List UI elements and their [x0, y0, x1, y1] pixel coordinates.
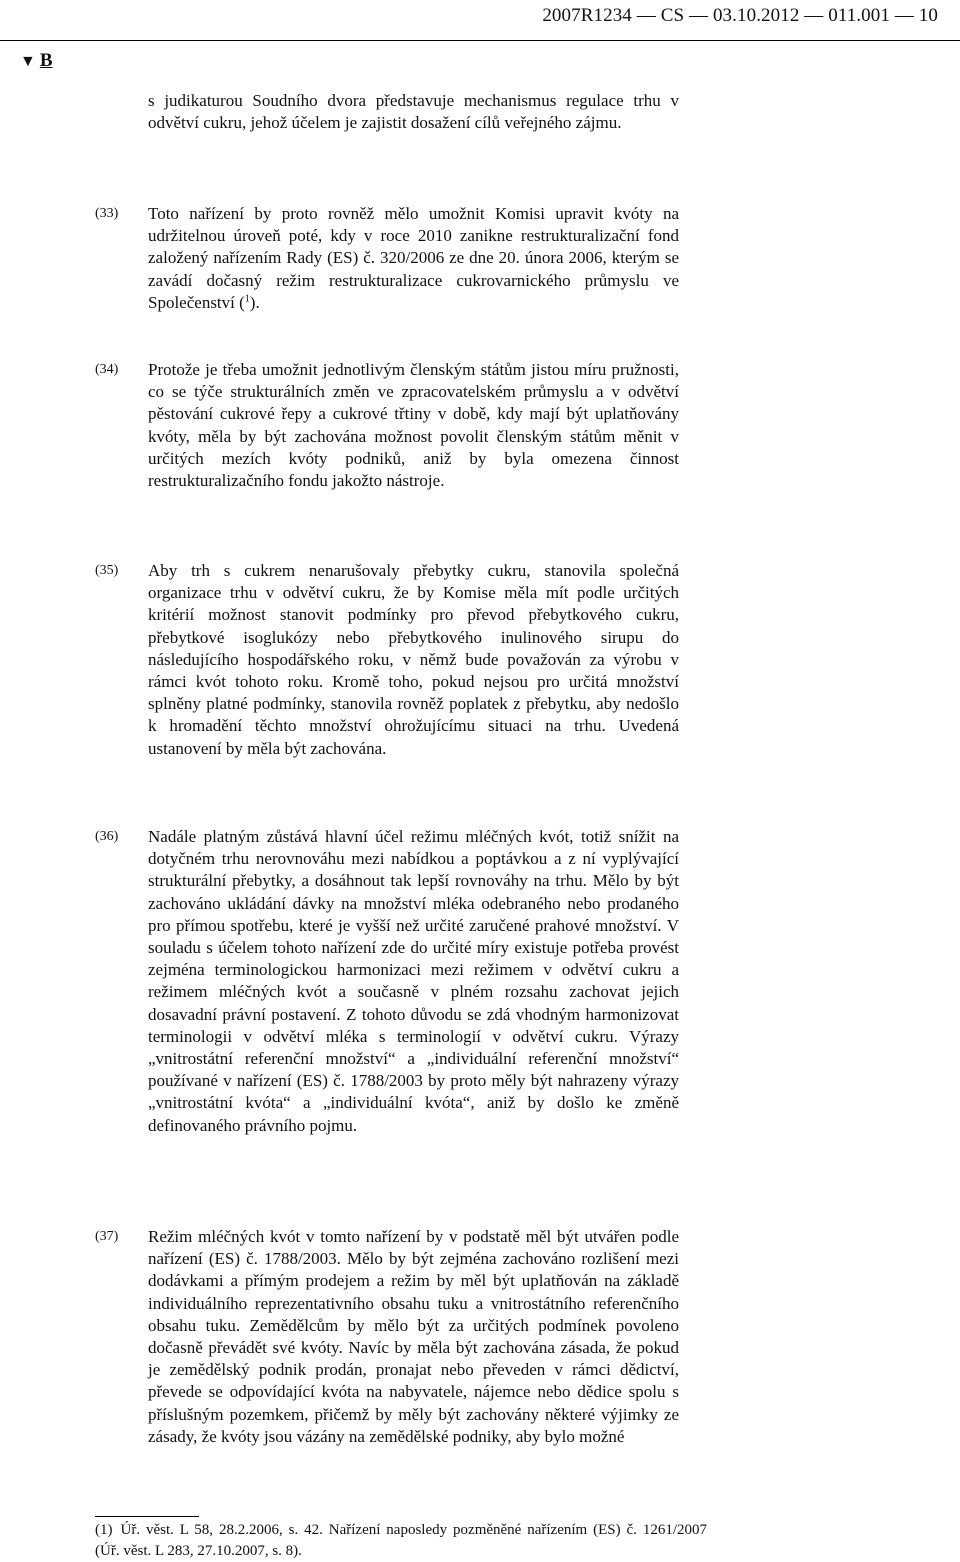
recital-number: (35)	[95, 563, 119, 578]
footnote	[95, 1520, 707, 1562]
footnote-mark: (1)	[95, 1522, 113, 1538]
triangle-down-icon: ▼	[20, 53, 36, 70]
recital-text: Aby trh s cukrem nenarušovaly přebytky cukru, stanovila společná organizace trhu v odvětví cukru, že by Komise měla mít podle určitých kritérií možnost stanovit podmínky pro převod přebytkového cukru, přebytkové isoglukózy nebo přebytkového inulinového sirupu do následujícího hospodářského roku, v němž bude považován za výrobu v rámci kvót tohoto roku. Kromě toho, pokud nejsou pro určitá množství splněny platné podmínky, stanovila rovněž poplatek z přebytku, aby nedošlo k hromadění těchto množství ohrožujícímu situaci na trhu. Uvedená ustanovení by měla být zachována.	[148, 561, 679, 758]
page-header	[0, 0, 960, 41]
recital-text: Režim mléčných kvót v tomto nařízení by v podstatě měl být utvářen podle nařízení (ES) č. 1788/2003. Mělo by být zejména zachováno rozlišení mezi dodávkami a přímým prodejem a režim by měl být uplatňován na základě individuálního reprezentativního obsahu tuku a vnitrostátního referenčního obsahu tuku. Zemědělcům by mělo být za určitých podmínek povoleno dočasně převádět své kvóty. Navíc by měla být zachována zásada, že pokud je zemědělský podnik prodán, pronajat nebo převeden v rámci dědictví, převede se odpovídající kvóta na nabyvatele, nájemce nebo dědice spolu s příslušným pozemkem, přičemž by měly být zachovány některé výjimky ze zásady, že kvóty jsou vázány na zemědělské podniky, aby bylo možné	[148, 1227, 679, 1446]
document-reference: 2007R1234 — CS — 03.10.2012 — 011.001 — 10	[542, 5, 938, 26]
recital-number: (37)	[95, 1229, 119, 1244]
recital-text	[148, 203, 679, 314]
footnote-reference[interactable]: 1	[244, 293, 250, 305]
version-marker	[20, 50, 53, 72]
footnote-separator	[95, 1516, 199, 1517]
recital-33-text-end: ).	[249, 292, 260, 312]
recital-33-text: Toto nařízení by proto rovněž mělo umožnit Komisi upravit kvóty na udržitelnou úroveň poté, kdy v roce 2010 zanikne restrukturalizační fond založený nařízením Rady (ES) č. 320/2006 ze dne 20. února 2006, kterým se zavádí dočasný režim restrukturalizace cukrovarnického průmyslu ve Společenství (	[148, 204, 679, 312]
recital-number: (36)	[95, 829, 119, 844]
recital-number: (33)	[95, 206, 119, 221]
recital-text: Nadále platným zůstává hlavní účel režimu mléčných kvót, totiž snížit na dotyčném trhu nerovnováhu mezi nabídkou a poptávkou a z ní vyplývající strukturální přebytky, a dosáhnout tak lepší rovnováhy na trhu. Mělo by být zachováno ukládání dávky na množství mléka odebraného nebo prodaného pro přímou spotřebu, které je vyšší než určité zaručené prahové množství. V souladu s účelem tohoto nařízení zde do určité míry existuje potřeba provést zejména terminologickou harmonizaci mezi režimem v odvětví cukru a režimem mléčných kvót a současně v plném rozsahu zachovat jejich dosavadní právní postavení. Z tohoto důvodu se zdá vhodným harmonizovat terminologii v odvětví mléka s terminologií v odvětví cukru. Výrazy „vnitrostátní referenční množství“ a „individuální referenční množství“ používané v nařízení (ES) č. 1788/2003 by proto měly být nahrazeny výrazy „vnitrostátní kvóta“ a „individuální kvóta“, aniž by došlo ke změně definovaného právního pojmu.	[148, 827, 679, 1135]
version-marker-label: B	[39, 50, 53, 71]
footnote-text: Úř. věst. L 58, 28.2.2006, s. 42. Nařízení naposledy pozměněné nařízením (ES) č. 1261/2007 (Úř. věst. L 283, 27.10.2007, s. 8).	[95, 1522, 707, 1559]
recital-number: (34)	[95, 362, 119, 377]
recital-text: Protože je třeba umožnit jednotlivým členským státům jistou míru pružnosti, co se týče strukturálních změn ve zpracovatelském průmyslu a v odvětví pěstování cukrové řepy a cukrové třtiny v době, kdy mají být uplatňovány kvóty, měla by být zachována možnost povolit členským státům měnit v určitých mezích kvóty podniků, aniž by byla omezena činnost restrukturalizačního fondu jakožto nástroje.	[148, 360, 679, 491]
intro-paragraph: s judikaturou Soudního dvora představuje mechanismus regulace trhu v odvětví cukru, jehož účelem je zajistit dosažení cílů veřejného zájmu.	[148, 91, 679, 133]
